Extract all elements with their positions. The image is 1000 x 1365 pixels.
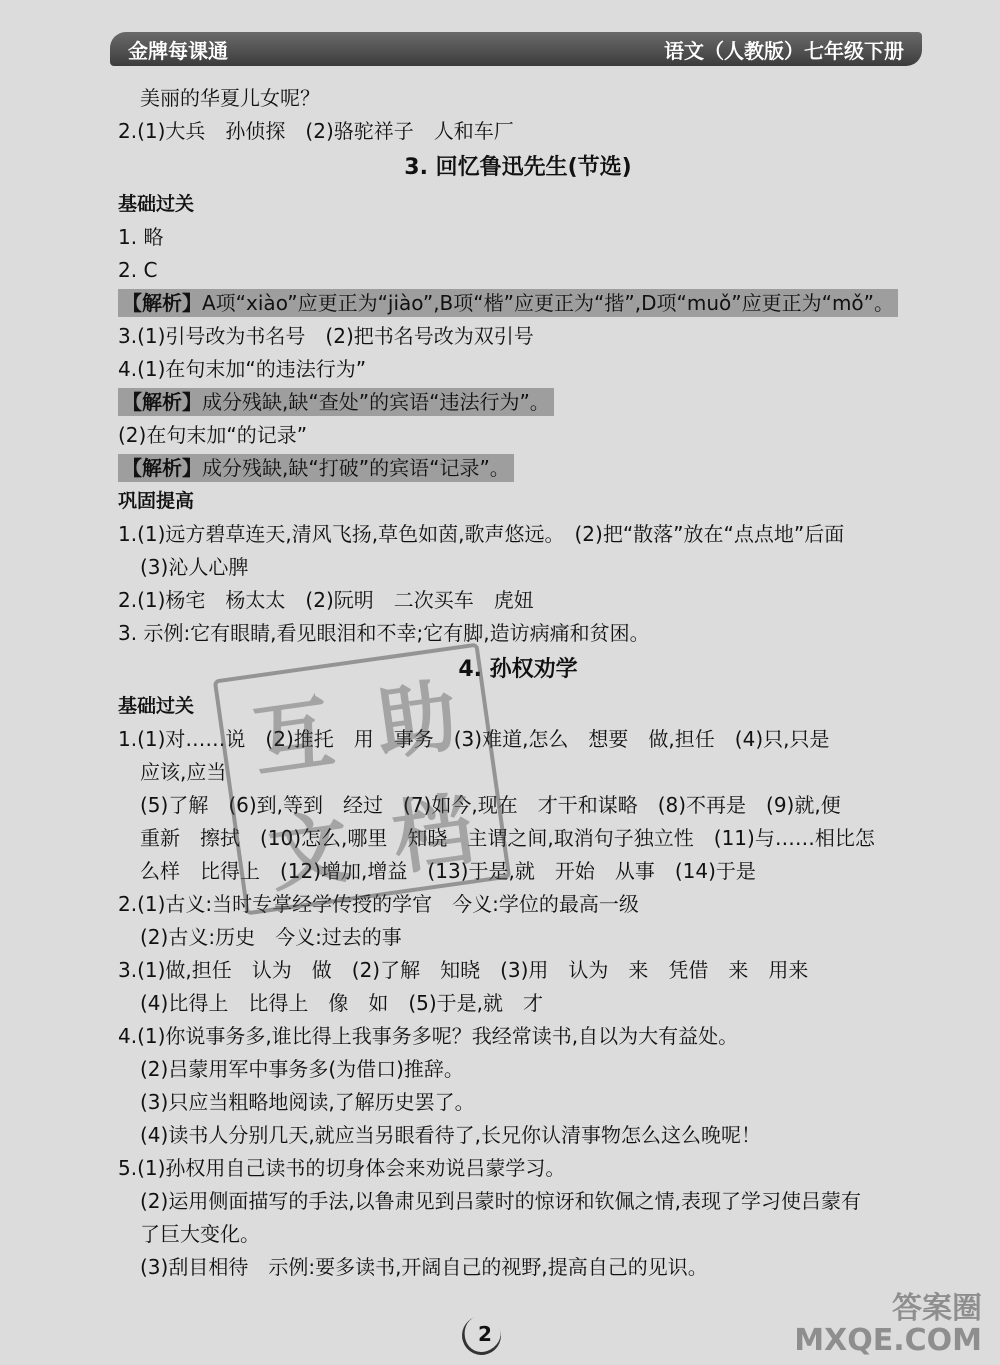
- analysis-note: [118, 289, 898, 317]
- answer-line: (2)吕蒙用军中事务多(为借口)推辞。: [140, 1057, 464, 1081]
- stamp-char: 互: [247, 686, 340, 790]
- analysis-text: A项“xiào”应更正为“jiào”,B项“楷”应更正为“揩”,D项“muǒ”应更正为“mǒ”。: [202, 291, 895, 315]
- header-book-title: 语文（人教版）七年级下册: [664, 38, 904, 63]
- section-heading: 巩固提高: [118, 490, 195, 512]
- answer-content: [118, 82, 918, 1284]
- answer-line: 应该,应当: [140, 760, 227, 784]
- answer-line: [118, 452, 918, 485]
- answer-line: 2.(1)古义:当时专掌经学传授的学官 今义:学位的最高一级: [118, 892, 639, 916]
- section-heading: 基础过关: [118, 695, 195, 717]
- section-heading: 基础过关: [118, 193, 195, 215]
- answer-line: (2)古义:历史 今义:过去的事: [140, 925, 402, 949]
- analysis-tag: 【解析】: [122, 390, 202, 414]
- answer-line: 么样 比得上 (12)增加,增益 (13)于是,就 开始 从事 (14)于是: [140, 859, 756, 883]
- answer-line: 1. 略: [118, 225, 164, 249]
- answer-line: 1.(1)远方碧草连天,清风飞扬,草色如茵,歌声悠远。 (2)把“散落”放在“点点地”后面: [118, 522, 845, 546]
- analysis-tag: 【解析】: [122, 456, 202, 480]
- answer-line: 了巨大变化。: [140, 1222, 260, 1246]
- answer-line: [118, 287, 918, 320]
- answer-line: (2)在句末加“的记录”: [118, 423, 308, 447]
- section-title: 4. 孙权劝学: [458, 657, 578, 682]
- answer-line: [118, 386, 918, 419]
- answer-line: 1.(1)对……说 (2)推托 用 事务 (3)难道,怎么 想要 做,担任 (4)只,只是: [118, 727, 830, 751]
- watermark-logo-text: 答案圈: [892, 1291, 982, 1326]
- header-series-title: 金牌每课通: [128, 38, 228, 63]
- answer-line: 3.(1)做,担任 认为 做 (2)了解 知晓 (3)用 认为 来 凭借 来 用来: [118, 958, 809, 982]
- answer-line: 2. C: [118, 258, 158, 282]
- answer-line: 5.(1)孙权用自己读书的切身体会来劝说吕蒙学习。: [118, 1156, 566, 1180]
- running-header: [110, 32, 922, 66]
- watermark-url: MXQE.COM: [794, 1323, 982, 1358]
- answer-line: 美丽的华夏儿女呢？: [140, 86, 320, 110]
- analysis-note: [118, 388, 554, 416]
- stamp-char: 文: [263, 799, 356, 904]
- section-title: 3. 回忆鲁迅先生(节选): [404, 155, 632, 180]
- answer-line: (4)比得上 比得上 像 如 (5)于是,就 才: [140, 991, 544, 1015]
- answer-line: (3)只应当粗略地阅读,了解历史罢了。: [140, 1090, 475, 1114]
- analysis-text: 成分残缺,缺“查处”的宾语“违法行为”。: [202, 390, 550, 414]
- site-watermark: [794, 1293, 982, 1357]
- answer-line: (3)刮目相待 示例:要多读书,开阔自己的视野,提高自己的见识。: [140, 1255, 708, 1279]
- page-number: 2: [478, 1322, 492, 1346]
- answer-line: 2.(1)杨宅 杨太太 (2)阮明 二次买车 虎妞: [118, 588, 534, 612]
- answer-line: 重新 擦拭 (10)怎么,哪里 知晓 主谓之间,取消句子独立性 (11)与……相比怎: [140, 826, 875, 850]
- answer-line: (4)读书人分别几天,就应当另眼看待了,长兄你认清事物怎么这么晚呢！: [140, 1123, 762, 1147]
- stamp-char: 档: [386, 782, 479, 886]
- analysis-tag: 【解析】: [122, 291, 202, 315]
- answer-line: (2)运用侧面描写的手法,以鲁肃见到吕蒙时的惊讶和钦佩之情,表现了学习使吕蒙有: [140, 1189, 862, 1213]
- analysis-note: [118, 454, 514, 482]
- answer-line: (3)沁人心脾: [140, 555, 249, 579]
- answer-line: 4.(1)你说事务多,谁比得上我事务多呢？我经常读书,自以为大有益处。: [118, 1024, 739, 1048]
- stamp-char: 助: [370, 668, 463, 772]
- analysis-text: 成分残缺,缺“打破”的宾语“记录”。: [202, 456, 510, 480]
- answer-line: 3.(1)引号改为书名号 (2)把书名号改为双引号: [118, 324, 534, 348]
- answer-line: 4.(1)在句末加“的违法行为”: [118, 357, 367, 381]
- answer-line: 2.(1)大兵 孙侦探 (2)骆驼祥子 人和车厂: [118, 119, 514, 143]
- answer-line: 3. 示例:它有眼睛,看见眼泪和不幸;它有脚,造访病痛和贫困。: [118, 621, 650, 645]
- answer-line: (5)了解 (6)到,等到 经过 (7)如今,现在 才干和谋略 (8)不再是 (9)就,便: [140, 793, 841, 817]
